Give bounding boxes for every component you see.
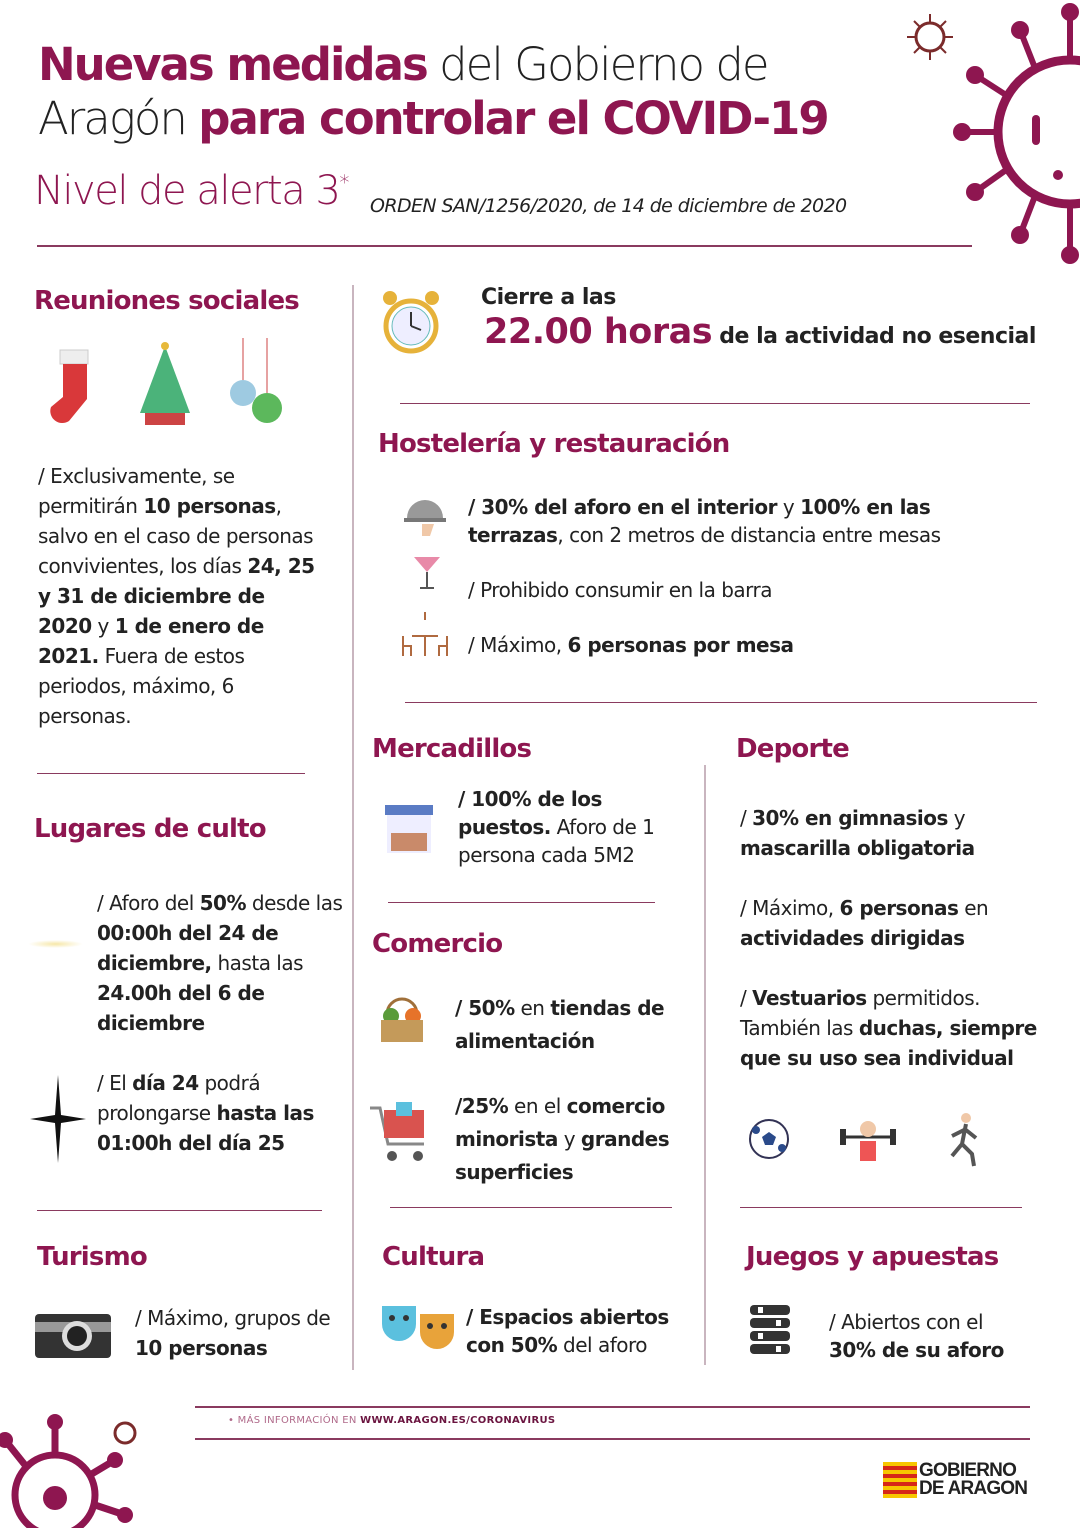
cultura-text xyxy=(466,1303,686,1359)
candle-light-icon xyxy=(28,940,83,948)
column-divider xyxy=(704,765,706,1365)
text-segment: 24.00h del 6 de diciembre xyxy=(97,981,265,1035)
order-reference: ORDEN SAN/1256/2020, de 14 de diciembre de 2020 xyxy=(370,195,847,217)
title-bold: Nuevas medidas xyxy=(38,38,427,91)
section-title-turismo: Turismo xyxy=(37,1242,147,1272)
column-divider xyxy=(352,285,354,1370)
reuniones-text xyxy=(38,461,323,731)
text-segment: hasta las 01:00h del día 25 xyxy=(97,1101,314,1155)
text-segment: 10 personas xyxy=(135,1336,268,1360)
turismo-text xyxy=(135,1303,335,1363)
text-segment: en el xyxy=(508,1094,567,1118)
text-segment: / 50% xyxy=(455,996,515,1020)
shopping-cart-icon xyxy=(368,1100,433,1165)
deporte-item-gimnasios xyxy=(740,803,1040,863)
text-segment: tiendas de alimentación xyxy=(455,996,665,1053)
section-divider xyxy=(390,1207,672,1208)
more-info xyxy=(228,1415,555,1426)
text-segment: / 30% del aforo en el interior xyxy=(468,495,777,519)
text-segment: , con 2 metros de distancia entre mesas xyxy=(557,523,941,547)
text-segment: / El xyxy=(97,1071,133,1095)
text-segment: duchas, siempre que su uso sea individual xyxy=(740,1016,1037,1070)
footer-divider xyxy=(195,1406,1030,1408)
text-segment: , salvo en el caso de personas convivientes, los días xyxy=(38,494,314,578)
text-segment: podrá prolongarse xyxy=(97,1071,261,1125)
page-title xyxy=(38,38,918,146)
grocery-basket-icon xyxy=(375,992,430,1047)
text-segment: y xyxy=(777,495,801,519)
runner-icon xyxy=(942,1112,982,1168)
market-stall-icon xyxy=(383,803,435,855)
text-segment: 00:00h del 24 de diciembre, xyxy=(97,921,279,975)
more-info-link[interactable]: WWW.ARAGON.ES/CORONAVIRUS xyxy=(360,1415,556,1426)
camera-icon xyxy=(35,1308,111,1358)
section-title-cultura: Cultura xyxy=(382,1242,485,1272)
text-segment: / Espacios abiertos con 50% xyxy=(466,1305,669,1357)
aragon-flag-icon xyxy=(883,1462,917,1498)
gobierno-aragon-logo xyxy=(883,1462,1027,1498)
theater-masks-icon xyxy=(380,1300,458,1352)
mercadillos-text xyxy=(458,785,688,869)
text-segment: hasta las xyxy=(211,951,304,975)
section-title-hosteleria: Hostelería y restauración xyxy=(378,429,730,459)
table-chairs-icon xyxy=(400,612,450,658)
text-segment: y xyxy=(947,806,966,830)
footer-divider xyxy=(195,1438,1030,1440)
title-bold: para controlar el COVID-19 xyxy=(198,92,828,145)
section-title-mercadillos: Mercadillos xyxy=(372,734,532,764)
culto-item-aforo xyxy=(97,888,347,1038)
cierre-label: Cierre a las xyxy=(481,285,616,310)
comercio-item-alimentacion xyxy=(455,992,690,1058)
text-segment: y xyxy=(91,614,115,638)
section-title-deporte: Deporte xyxy=(736,734,849,764)
text-segment: 30% de su aforo xyxy=(829,1338,1004,1362)
section-divider xyxy=(388,902,655,903)
title-light: Aragón xyxy=(38,92,199,145)
section-title-culto: Lugares de culto xyxy=(34,814,266,844)
text-segment: / xyxy=(740,986,753,1010)
header-divider xyxy=(37,245,972,247)
text-segment: grandes superficies xyxy=(455,1127,670,1184)
virus-illustration-large xyxy=(940,0,1080,265)
virus-illustration-bottom xyxy=(0,1410,150,1528)
ornaments-icon xyxy=(225,338,285,428)
text-segment: Aforo de 1 persona cada 5M2 xyxy=(458,815,655,867)
alarm-clock-icon xyxy=(380,284,442,359)
alert-level xyxy=(34,168,348,214)
text-segment: y xyxy=(557,1127,581,1151)
hosteleria-item-barra: / Prohibido consumir en la barra xyxy=(468,578,773,602)
hosteleria-item-mesa xyxy=(468,630,794,660)
serving-cloche-icon xyxy=(402,490,447,538)
text-segment: desde las xyxy=(246,891,343,915)
section-title-reuniones: Reuniones sociales xyxy=(34,286,299,316)
text-segment: permitidos. También las xyxy=(740,986,980,1040)
text-segment: / xyxy=(740,806,753,830)
hosteleria-item-aforo xyxy=(468,493,1028,549)
text-segment: día 24 xyxy=(132,1071,199,1095)
section-divider xyxy=(37,773,305,774)
text-segment: Vestuarios xyxy=(752,986,867,1010)
text-segment: en xyxy=(958,896,989,920)
text-segment: / Máximo, grupos de xyxy=(135,1306,331,1330)
star-icon xyxy=(30,1075,86,1163)
text-segment: 6 personas por mesa xyxy=(567,633,794,657)
text-segment: /25% xyxy=(455,1094,509,1118)
text-segment: del aforo xyxy=(557,1333,647,1357)
text-segment: comercio minorista xyxy=(455,1094,665,1151)
text-segment: mascarilla obligatoria xyxy=(740,836,975,860)
deporte-item-vestuarios xyxy=(740,983,1060,1073)
section-divider xyxy=(740,1207,1022,1208)
text-segment: 6 personas xyxy=(839,896,959,920)
text-segment: 10 personas xyxy=(143,494,276,518)
title-light: del Gobierno de xyxy=(426,38,768,91)
section-title-comercio: Comercio xyxy=(372,929,503,959)
text-segment: / Aforo del xyxy=(97,891,200,915)
text-segment: 1 de enero de 2021. xyxy=(38,614,264,668)
juegos-text xyxy=(829,1308,1029,1364)
alert-asterisk: * xyxy=(339,170,348,195)
text-segment: / Máximo, xyxy=(740,896,840,920)
section-title-juegos: Juegos y apuestas xyxy=(746,1242,999,1272)
christmas-tree-icon xyxy=(135,338,195,428)
text-segment: 30% en gimnasios xyxy=(752,806,948,830)
text-segment: / 100% de los puestos. xyxy=(458,787,602,839)
section-divider xyxy=(37,1210,322,1211)
stocking-icon xyxy=(45,342,100,427)
culto-item-dia24 xyxy=(97,1068,337,1158)
closing-time: 22.00 horas xyxy=(484,312,713,352)
logo-text: GOBIERNO xyxy=(919,1460,1017,1481)
weightlifting-icon xyxy=(838,1115,898,1167)
text-segment: actividades dirigidas xyxy=(740,926,965,950)
text-segment: 50% xyxy=(199,891,247,915)
comercio-item-minorista xyxy=(455,1090,695,1189)
text-segment: / Máximo, xyxy=(468,633,568,657)
casino-chips-icon xyxy=(748,1303,792,1359)
text-segment: en xyxy=(514,996,551,1020)
text-segment: / Exclusivamente, se permitirán xyxy=(38,464,235,518)
deporte-item-actividades xyxy=(740,893,1040,953)
logo-text: DE ARAGON xyxy=(919,1478,1028,1499)
section-divider xyxy=(400,403,1030,404)
closing-description: de la actividad no esencial xyxy=(712,324,1036,349)
soccer-ball-icon xyxy=(748,1118,790,1160)
alert-level-text: Nivel de alerta 3 xyxy=(34,168,340,214)
text-segment: 100% en las terrazas xyxy=(468,495,931,547)
text-segment: / Abiertos con el xyxy=(829,1310,984,1334)
text-segment: Fuera de estos periodos, máximo, 6 personas. xyxy=(38,644,245,728)
section-divider xyxy=(405,702,1037,703)
text-segment: 24, 25 y 31 de diciembre de 2020 xyxy=(38,554,315,638)
cocktail-icon xyxy=(412,552,442,592)
more-info-label: • MÁS INFORMACIÓN EN xyxy=(228,1415,361,1426)
cierre-time xyxy=(484,312,1036,352)
